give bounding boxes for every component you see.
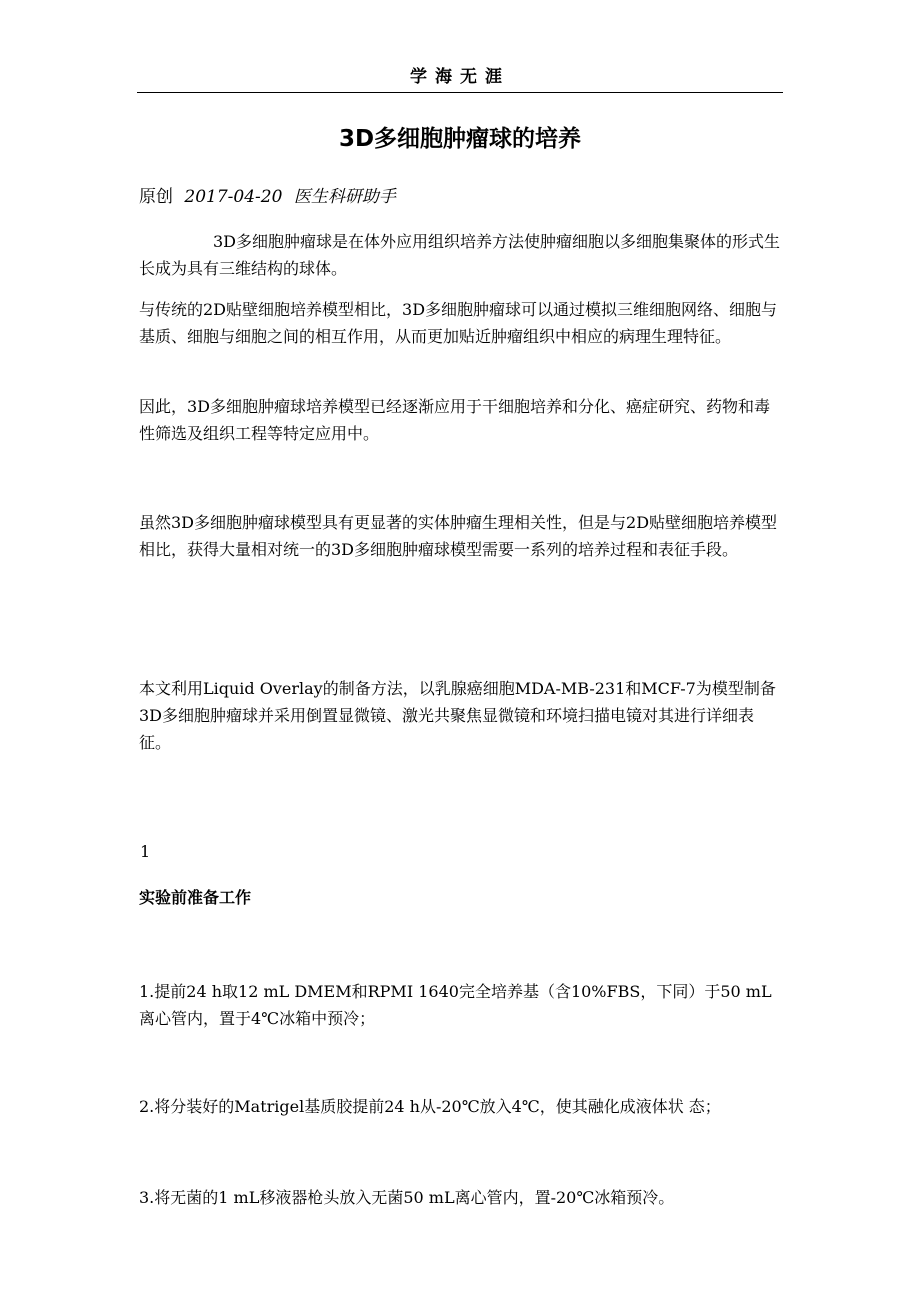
section-number: 1: [140, 842, 151, 861]
paragraph-comparison: 与传统的2D贴壁细胞培养模型相比，3D多细胞肿瘤球可以通过模拟三维细胞网络、细胞与基质、细胞与细胞之间的相互作用，从而更加贴近肿瘤组织中相应的病理生理特征。: [139, 300, 778, 346]
byline-type: 原创: [139, 187, 173, 207]
step-item-1: 1.提前24 h取12 mL DMEM和RPMI 1640完全培养基（含10%FBS，下同）于50 mL离心管内，置于4℃冰箱中预冷；: [139, 982, 772, 1028]
paragraph-intro: 3D多细胞肿瘤球是在体外应用组织培养方法使肿瘤细胞以多细胞集聚体的形式生长成为具有三维结构的球体。: [139, 232, 781, 278]
byline-date: 2017-04-20: [184, 187, 283, 207]
paragraph-applications: 因此，3D多细胞肿瘤球培养模型已经逐渐应用于干细胞培养和分化、癌症研究、药物和毒性筛选及组织工程等特定应用中。: [139, 397, 771, 443]
article-byline: [139, 182, 396, 207]
article-title: 3D多细胞肿瘤球的培养: [338, 126, 582, 152]
section-title: 实验前准备工作: [139, 888, 252, 907]
paragraph-method: 本文利用Liquid Overlay的制备方法，以乳腺癌细胞MDA-MB-231和MCF-7为模型制备3D多细胞肿瘤球并采用倒置显微镜、激光共聚焦显微镜和环境扫描电镜对其进行详细表征。: [139, 679, 776, 752]
step-item-3: 3.将无菌的1 mL移液器枪头放入无菌50 mL离心管内，置-20℃冰箱预冷。: [139, 1188, 675, 1207]
byline-author: 医生科研助手: [293, 187, 396, 207]
header-divider: [137, 92, 783, 93]
paragraph-challenges: 虽然3D多细胞肿瘤球模型具有更显著的实体肿瘤生理相关性，但是与2D贴壁细胞培养模型相比，获得大量相对统一的3D多细胞肿瘤球模型需要一系列的培养过程和表征手段。: [139, 513, 778, 559]
step-item-2: 2.将分装好的Matrigel基质胶提前24 h从-20℃放入4℃，使其融化成液体状 态；: [139, 1097, 721, 1116]
page-header: 学海无涯: [410, 67, 510, 87]
